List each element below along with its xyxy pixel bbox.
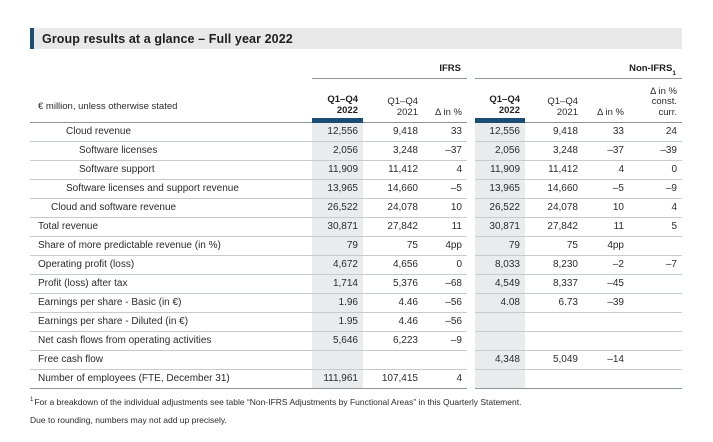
- cell-ifrs-0: 13,965: [312, 180, 363, 198]
- table-row: [30, 370, 682, 389]
- cell-non-ifrs-1: 9,418: [552, 126, 578, 137]
- unit-label: € million, unless otherwise stated: [30, 79, 312, 123]
- cell-ifrs-1: 4.46: [398, 316, 418, 327]
- row-label: Operating profit (loss): [38, 259, 135, 270]
- cell-ifrs-2: –68: [445, 278, 462, 289]
- group-label-ifrs: IFRS: [439, 63, 461, 74]
- cell-non-ifrs-1: 5,049: [552, 354, 578, 365]
- cell-ifrs-0: 1.96: [312, 294, 363, 312]
- cell-ifrs-0: 11,909: [312, 161, 363, 179]
- cell-ifrs-1: 4.46: [398, 297, 418, 308]
- table-row: [30, 180, 682, 199]
- cell-non-ifrs-2: 4pp: [607, 240, 624, 251]
- table-row: [30, 218, 682, 237]
- cell-non-ifrs-2: [583, 370, 629, 388]
- table-row: [30, 275, 682, 294]
- section-gap: [467, 351, 475, 370]
- cell-non-ifrs-3: 0: [671, 164, 677, 175]
- cell-ifrs-0: 2,056: [312, 142, 363, 160]
- cell-non-ifrs-2: [583, 313, 629, 331]
- footnote-1: $^1$For a breakdown of the individual adjustments see table “Non-IFRS Adjustments by Functional Areas” in this Quarterly Statement.: [30, 397, 522, 407]
- group-header-non-ifrs: Non-IFRS 1: [475, 50, 682, 79]
- title-bar: [30, 28, 682, 49]
- row-label: Earnings per share - Basic (in €): [38, 297, 182, 308]
- cell-ifrs-0: 1,714: [312, 275, 363, 293]
- cell-ifrs-2: 10: [450, 202, 462, 213]
- cell-non-ifrs-0: 4.08: [475, 294, 525, 312]
- column-header-row: [30, 79, 682, 123]
- cell-ifrs-1: 5,376: [392, 278, 418, 289]
- cell-ifrs-2: –56: [445, 316, 462, 327]
- cell-ifrs-1: 75: [406, 240, 418, 251]
- cell-non-ifrs-0: 13,965: [475, 180, 525, 198]
- cell-non-ifrs-0: 26,522: [475, 199, 525, 217]
- cell-non-ifrs-2: –2: [612, 259, 624, 270]
- cell-ifrs-1: 9,418: [392, 126, 418, 137]
- group-label-non-ifrs: Non-IFRS: [629, 63, 673, 74]
- table-row: [30, 199, 682, 218]
- cell-non-ifrs-3: [629, 237, 682, 255]
- col-header-non-ifrs-2021: Q1–Q4 2021: [525, 79, 583, 123]
- cell-ifrs-0: 4,672: [312, 256, 363, 274]
- section-gap: [467, 180, 475, 199]
- page-title: Group results at a glance – Full year 2022: [42, 31, 293, 46]
- cell-non-ifrs-0: 30,871: [475, 218, 525, 236]
- table-body: [30, 123, 682, 389]
- row-label: Software licenses and support revenue: [66, 183, 239, 194]
- section-gap: [467, 256, 475, 275]
- title-accent-bar: [30, 28, 34, 49]
- cell-non-ifrs-0: 4,348: [475, 351, 525, 369]
- cell-ifrs-1: [363, 351, 423, 369]
- section-gap: [467, 123, 475, 142]
- row-label: Cloud revenue: [66, 126, 132, 137]
- cell-ifrs-1: 4,656: [392, 259, 418, 270]
- cell-non-ifrs-0: 2,056: [475, 142, 525, 160]
- cell-non-ifrs-0: 12,556: [475, 123, 525, 141]
- section-gap: [467, 79, 475, 123]
- cell-non-ifrs-3: [629, 294, 682, 312]
- section-gap: [467, 275, 475, 294]
- col-header-non-ifrs-2022: Q1–Q4 2022: [475, 79, 525, 123]
- footnotes: [30, 397, 682, 426]
- section-gap: [467, 50, 475, 79]
- cell-non-ifrs-3: [629, 313, 682, 331]
- cell-non-ifrs-1: 75: [566, 240, 578, 251]
- group-header-ifrs: [312, 50, 467, 79]
- cell-ifrs-0: 30,871: [312, 218, 363, 236]
- section-gap: [467, 237, 475, 256]
- section-gap: [467, 294, 475, 313]
- cell-non-ifrs-0: [475, 313, 525, 331]
- cell-non-ifrs-0: [475, 370, 525, 388]
- row-label: Share of more predictable revenue (in %): [38, 240, 221, 251]
- cell-non-ifrs-3: –39: [660, 145, 677, 156]
- table-row: [30, 332, 682, 351]
- cell-ifrs-1: 24,078: [387, 202, 418, 213]
- table-row: [30, 256, 682, 275]
- cell-ifrs-2: –56: [445, 297, 462, 308]
- table-row: [30, 237, 682, 256]
- cell-non-ifrs-1: 24,078: [547, 202, 578, 213]
- cell-non-ifrs-0: 79: [475, 237, 525, 255]
- cell-non-ifrs-1: 8,230: [552, 259, 578, 270]
- cell-non-ifrs-2: –45: [607, 278, 624, 289]
- footnote-2: Due to rounding, numbers may not add up precisely.: [30, 415, 227, 425]
- cell-ifrs-2: –9: [450, 335, 462, 346]
- cell-ifrs-2: 0: [456, 259, 462, 270]
- row-label: Net cash flows from operating activities: [38, 335, 212, 346]
- cell-non-ifrs-3: 24: [665, 126, 677, 137]
- row-label: Free cash flow: [38, 354, 104, 365]
- cell-non-ifrs-3: –7: [665, 259, 677, 270]
- cell-non-ifrs-3: 5: [671, 221, 677, 232]
- cell-ifrs-1: 14,660: [387, 183, 418, 194]
- cell-non-ifrs-2: –39: [607, 297, 624, 308]
- cell-ifrs-2: 4: [456, 164, 462, 175]
- cell-ifrs-2: 11: [451, 221, 462, 232]
- cell-non-ifrs-0: 4,549: [475, 275, 525, 293]
- cell-ifrs-2: 4pp: [445, 240, 462, 251]
- cell-non-ifrs-1: 11,412: [548, 164, 578, 175]
- col-header-ifrs-delta: Δ in %: [423, 79, 467, 123]
- section-gap: [467, 370, 475, 389]
- cell-non-ifrs-0: 8,033: [475, 256, 525, 274]
- cell-non-ifrs-3: [629, 351, 682, 369]
- cell-non-ifrs-3: –9: [665, 183, 677, 194]
- cell-ifrs-0: 26,522: [312, 199, 363, 217]
- cell-ifrs-1: 27,842: [387, 221, 418, 232]
- cell-non-ifrs-3: [629, 332, 682, 350]
- cell-non-ifrs-2: 10: [612, 202, 624, 213]
- table-row: [30, 123, 682, 142]
- section-gap: [467, 313, 475, 332]
- cell-non-ifrs-3: [629, 275, 682, 293]
- cell-ifrs-1: 107,415: [381, 373, 418, 384]
- row-label: Total revenue: [38, 221, 99, 232]
- section-gap: [467, 218, 475, 237]
- row-label: Number of employees (FTE, December 31): [38, 373, 230, 384]
- cell-ifrs-0: [312, 351, 363, 369]
- row-label: Software licenses: [79, 145, 158, 156]
- cell-ifrs-0: 79: [312, 237, 363, 255]
- cell-non-ifrs-1: 6.73: [558, 297, 578, 308]
- section-gap: [467, 199, 475, 218]
- cell-ifrs-1: 6,223: [392, 335, 418, 346]
- col-header-ifrs-2021: Q1–Q4 2021: [363, 79, 423, 123]
- row-label: Software support: [79, 164, 155, 175]
- section-gap: [467, 161, 475, 180]
- cell-non-ifrs-1: 8,337: [552, 278, 578, 289]
- col-header-non-ifrs-delta-const-curr: Δ in % const. curr.: [629, 79, 682, 123]
- cell-non-ifrs-1: 3,248: [552, 145, 578, 156]
- col-header-ifrs-2022: Q1–Q4 2022: [312, 79, 363, 123]
- cell-non-ifrs-0: 11,909: [475, 161, 525, 179]
- cell-non-ifrs-2: 33: [612, 126, 624, 137]
- cell-non-ifrs-0: [475, 332, 525, 350]
- cell-ifrs-0: 111,961: [312, 370, 363, 388]
- table-row: [30, 142, 682, 161]
- row-label: Earnings per share - Diluted (in €): [38, 316, 189, 327]
- row-label: Profit (loss) after tax: [38, 278, 128, 289]
- cell-ifrs-2: [423, 351, 467, 369]
- cell-non-ifrs-1: [525, 313, 583, 331]
- cell-non-ifrs-3: 4: [671, 202, 677, 213]
- cell-non-ifrs-2: –37: [607, 145, 624, 156]
- cell-non-ifrs-2: –5: [612, 183, 624, 194]
- col-header-non-ifrs-delta: Δ in %: [583, 79, 629, 123]
- cell-non-ifrs-2: [583, 332, 629, 350]
- cell-non-ifrs-1: 14,660: [547, 183, 578, 194]
- cell-ifrs-1: 3,248: [392, 145, 418, 156]
- cell-non-ifrs-2: 4: [618, 164, 624, 175]
- row-label: Cloud and software revenue: [51, 202, 177, 213]
- group-header-row: [30, 50, 682, 79]
- cell-ifrs-0: 5,646: [312, 332, 363, 350]
- cell-non-ifrs-1: [525, 370, 583, 388]
- table-row: [30, 351, 682, 370]
- cell-ifrs-1: 11,412: [388, 164, 418, 175]
- cell-ifrs-2: –37: [445, 145, 462, 156]
- section-gap: [467, 142, 475, 161]
- cell-ifrs-2: 33: [450, 126, 462, 137]
- table-row: [30, 294, 682, 313]
- cell-ifrs-2: –5: [450, 183, 462, 194]
- results-table-section: [30, 28, 682, 433]
- table-row: [30, 313, 682, 332]
- group-header-spacer: [30, 50, 312, 79]
- cell-non-ifrs-3: [629, 370, 682, 388]
- section-gap: [467, 332, 475, 351]
- cell-non-ifrs-1: 27,842: [547, 221, 578, 232]
- cell-non-ifrs-1: [525, 332, 583, 350]
- table-row: [30, 161, 682, 180]
- cell-ifrs-2: 4: [456, 373, 462, 384]
- cell-non-ifrs-2: –14: [607, 354, 624, 365]
- cell-non-ifrs-2: 11: [613, 221, 624, 232]
- cell-ifrs-0: 1.95: [312, 313, 363, 331]
- cell-ifrs-0: 12,556: [312, 123, 363, 141]
